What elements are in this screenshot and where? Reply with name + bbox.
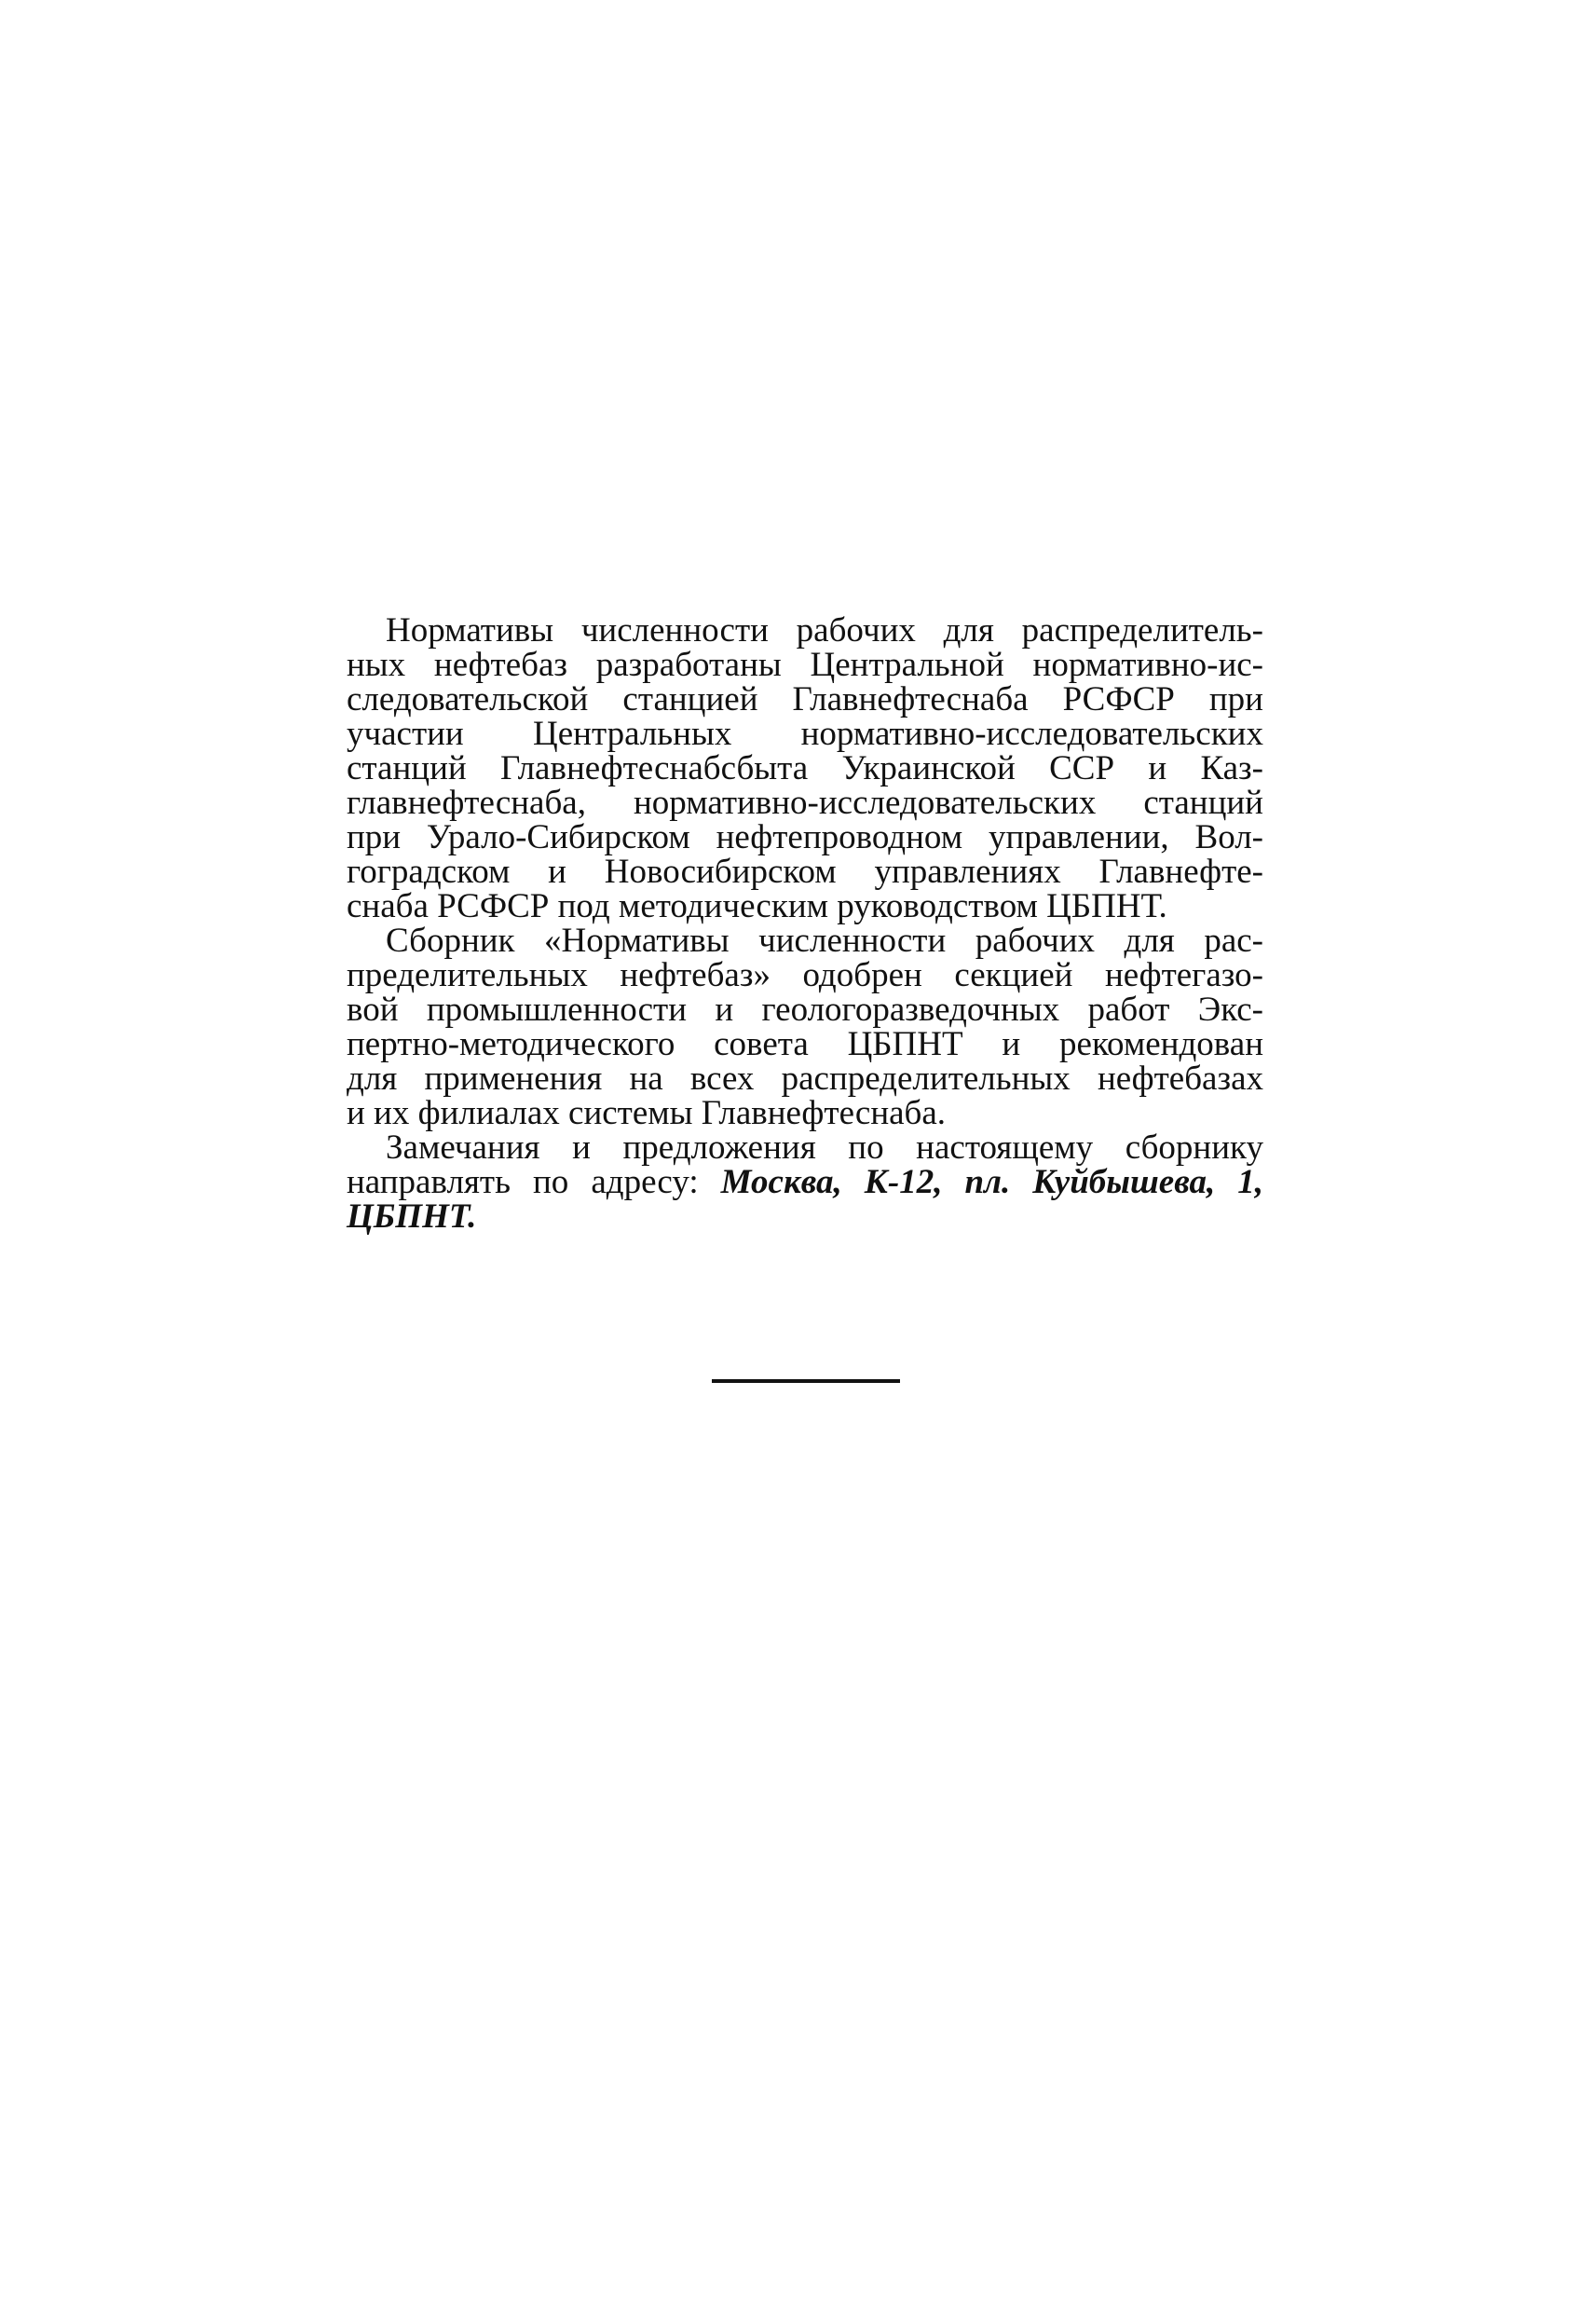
text-line: станций Главнефтеснабсбыта Украинской ССР и Каз- [347,749,1263,787]
postal-address-org: ЦБПНТ. [347,1197,477,1236]
text-line: участии Центральных нормативно-исследовательских [347,715,1263,753]
text-line-address [347,1165,1263,1199]
foreword-text [347,613,1263,1234]
text-line: Нормативы численности рабочих для распределитель- [386,611,1263,650]
text-line: главнефтеснаба, нормативно-исследовательских станций [347,784,1263,822]
text-line: снаба РСФСР под методическим руководством ЦБПНТ. [347,887,1167,925]
text-line: при Урало-Сибирском нефтепроводном управлении, Вол- [347,818,1263,856]
postal-address: Москва, К-12, пл. Куйбышева, 1, [720,1163,1263,1201]
paragraph-approval [347,923,1263,1130]
closing-rule-divider [712,1379,900,1383]
text-line: пертно-методического совета ЦБПНТ и рекомендован [347,1025,1263,1063]
text-line: для применения на всех распределительных нефтебазах [347,1060,1263,1098]
text-line: ных нефтебаз разработаны Центральной нормативно-ис- [347,646,1263,684]
text-line: пределительных нефтебаз» одобрен секцией нефтегазо- [347,956,1263,994]
text-line: вой промышленности и геологоразведочных работ Экс- [347,991,1263,1029]
paragraph-feedback [347,1130,1263,1234]
text-line: и их филиалах системы Главнефтеснаба. [347,1094,947,1132]
text-line: Сборник «Нормативы численности рабочих для рас- [386,922,1263,960]
paragraph-authors [347,613,1263,923]
text-line: следовательской станцией Главнефтеснаба РСФСР при [347,680,1263,718]
text-line: гоградском и Новосибирском управлениях Главнефте- [347,853,1263,891]
text-line: Замечания и предложения по настоящему сборнику [386,1129,1263,1167]
address-intro: направлять по адресу: [347,1163,721,1201]
